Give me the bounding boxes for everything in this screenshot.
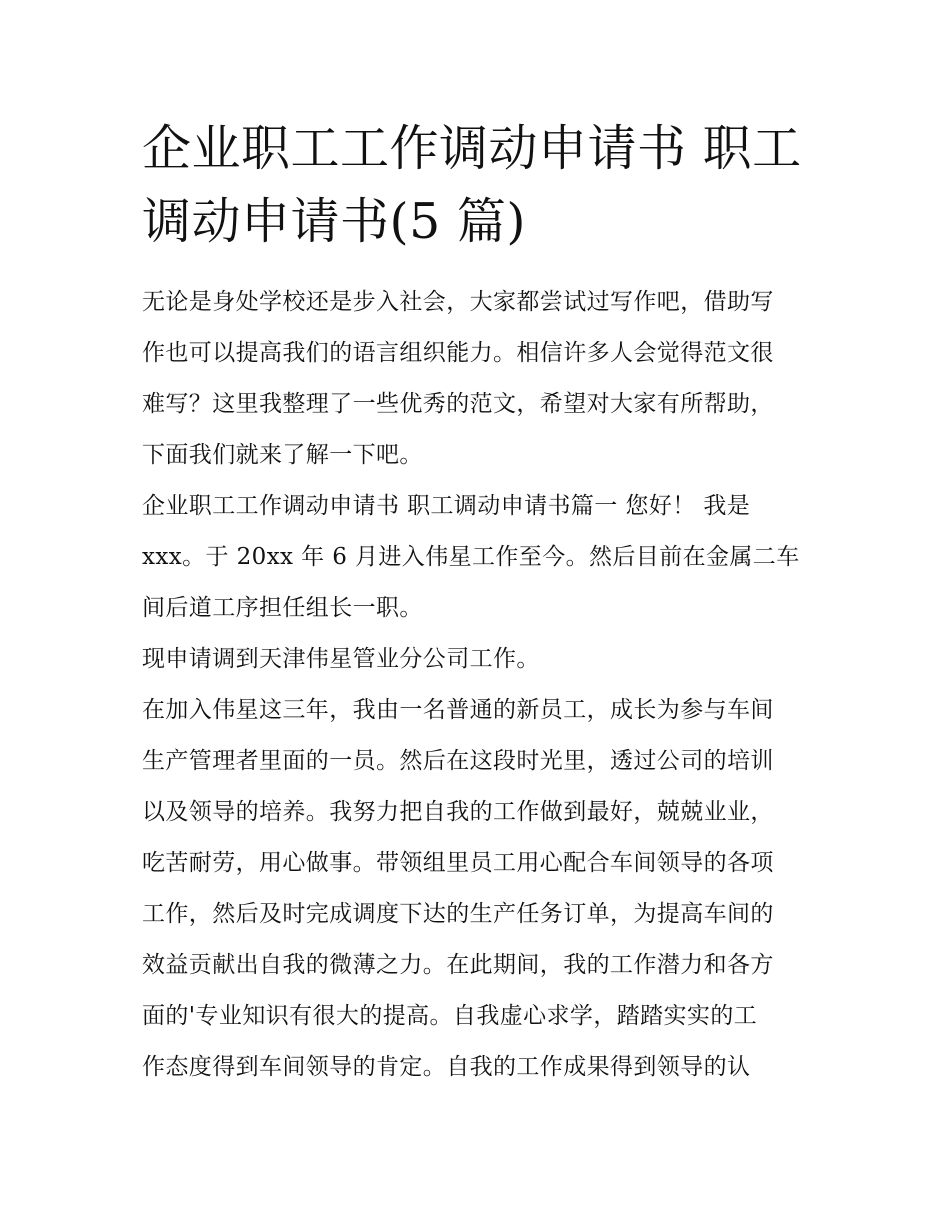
title-line: 调动申请书(5 篇) xyxy=(142,193,526,250)
paragraph-line: 下面我们就来了解一下吧。 xyxy=(142,442,423,468)
paragraph-line: 工作，然后及时完成调度下达的生产任务订单，为提高车间的 xyxy=(142,901,774,927)
paragraph-line: 吃苦耐劳，用心做事。带领组里员工用心配合车间领导的各项 xyxy=(142,850,774,876)
document-title xyxy=(142,112,814,258)
paragraph-line: 无论是身处学校还是步入社会，大家都尝试过写作吧，借助写 xyxy=(142,289,774,315)
paragraph-line: 效益贡献出自我的微薄之力。在此期间，我的工作潜力和各方 xyxy=(142,952,774,978)
paragraph-line: 间后道工序担任组长一职。 xyxy=(142,595,423,621)
paragraph-line: 难写？这里我整理了一些优秀的范文，希望对大家有所帮助， xyxy=(142,391,774,417)
paragraph-line: 现申请调到天津伟星管业分公司工作。 xyxy=(142,646,540,672)
paragraph-line: xxx。于 20xx 年 6 月进入伟星工作至今。然后目前在金属二车 xyxy=(142,544,800,570)
paragraph-line: 在加入伟星这三年，我由一名普通的新员工，成长为参与车间 xyxy=(142,697,774,723)
intro-paragraph xyxy=(142,277,814,481)
paragraph-line: 以及领导的培养。我努力把自我的工作做到最好，兢兢业业， xyxy=(142,799,774,825)
experience-paragraph xyxy=(142,685,814,1093)
letter-opening-paragraph xyxy=(142,481,814,634)
title-line: 企业职工工作调动申请书 职工 xyxy=(142,120,802,177)
paragraph-line: 作态度得到车间领导的肯定。自我的工作成果得到领导的认 xyxy=(142,1054,751,1080)
paragraph-line: 作也可以提高我们的语言组织能力。相信许多人会觉得范文很 xyxy=(142,340,774,366)
paragraph-line: 面的'专业知识有很大的提高。自我虚心求学，踏踏实实的工 xyxy=(142,1003,758,1029)
paragraph-line: 生产管理者里面的一员。然后在这段时光里，透过公司的培训 xyxy=(142,748,774,774)
transfer-request-paragraph xyxy=(142,634,814,685)
document-body xyxy=(142,277,814,1093)
paragraph-line: 企业职工工作调动申请书 职工调动申请书篇一 您好！ 我是 xyxy=(142,493,751,519)
document-content xyxy=(142,112,814,1093)
